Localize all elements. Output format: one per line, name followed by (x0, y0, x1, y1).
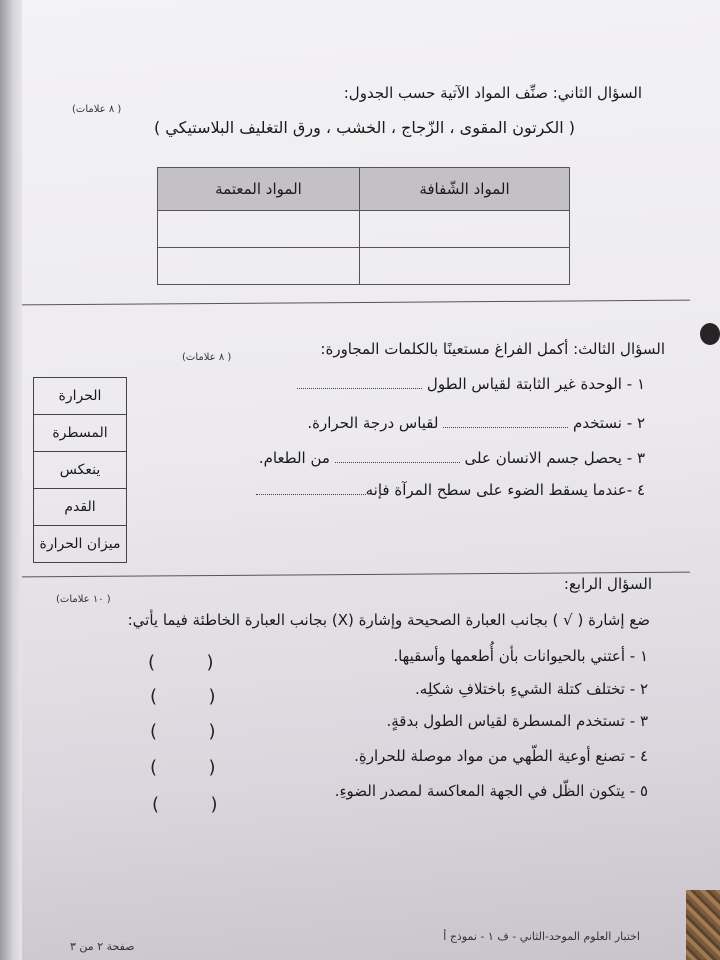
answer-blank[interactable]: ( ) (150, 757, 216, 778)
answer-blank[interactable]: ( ) (150, 721, 216, 742)
word-bank-item: ينعكس (34, 452, 126, 489)
classification-table (157, 167, 570, 285)
q4-item: ٥ - يتكون الظّل في الجهة المعاكسة لمصدر الضوءِ. (334, 782, 648, 800)
page-number: صفحة ٢ من ٣ (70, 940, 135, 953)
word-bank-item: القدم (34, 489, 126, 526)
q4-item: ٤ - تصنع أوعية الطّهي من مواد موصلة للحرارةِ. (354, 747, 648, 765)
word-bank (33, 377, 127, 563)
q3-title: السؤال الثالث: أكمل الفراغ مستعينًا بالكلمات المجاورة: (320, 340, 665, 358)
answer-blank[interactable]: ( ) (150, 686, 216, 707)
word-bank-item: ميزان الحرارة (34, 526, 126, 563)
background-carpet (686, 890, 720, 960)
q4-item: ٢ - تختلف كتلة الشيءِ باختلافِ شكلِه. (415, 680, 648, 698)
q4-item: ١ - أعتني بالحيوانات بأن أُطعمها وأسقيها. (393, 647, 648, 665)
word-bank-item: المسطرة (34, 415, 126, 452)
q4-instruction: ضع إشارة ( √ ) بجانب العبارة الصحيحة وإشارة (X) بجانب العبارة الخاطئة فيما يأتي: (127, 611, 650, 629)
q4-title: السؤال الرابع: (563, 575, 652, 593)
q2-materials: ( الكرتون المقوى ، الزّجاج ، الخشب ، ورق التغليف البلاستيكي ) (153, 118, 575, 137)
q2-title: السؤال الثاني: صنِّف المواد الآتية حسب الجدول: (343, 84, 642, 102)
footer-exam-title: اختبار العلوم الموحد-الثاني - ف ١ - نموذج أ (443, 930, 640, 943)
table-header: المواد الشّفافة (359, 168, 569, 211)
table-header: المواد المعتمة (158, 168, 360, 211)
q3-item-4: ٤ -عندما يسقط الضوء على سطح المرآة فإنه (256, 481, 645, 499)
q3-marks: ( ٨ علامات) (182, 352, 232, 363)
q3-item-3: ٣ - يحصل جسم الانسان على من الطعام. (258, 449, 645, 467)
table-row (158, 248, 570, 285)
page-edge (0, 0, 22, 960)
word-bank-item: الحرارة (34, 378, 126, 415)
q4-marks: ( ١٠ علامات) (56, 594, 111, 605)
q4-item: ٣ - تستخدم المسطرة لقياس الطول بدقةٍ. (386, 712, 648, 730)
punch-hole (700, 323, 720, 345)
q3-item-1: ١ - الوحدة غير الثابتة لقياس الطول (297, 375, 645, 393)
answer-blank[interactable]: ( ) (152, 794, 218, 815)
q3-item-2: ٢ - نستخدم لقياس درجة الحرارة. (307, 414, 645, 432)
answer-blank[interactable]: ( ) (148, 652, 214, 673)
q2-marks: ( ٨ علامات) (72, 104, 122, 115)
table-row (158, 211, 570, 248)
